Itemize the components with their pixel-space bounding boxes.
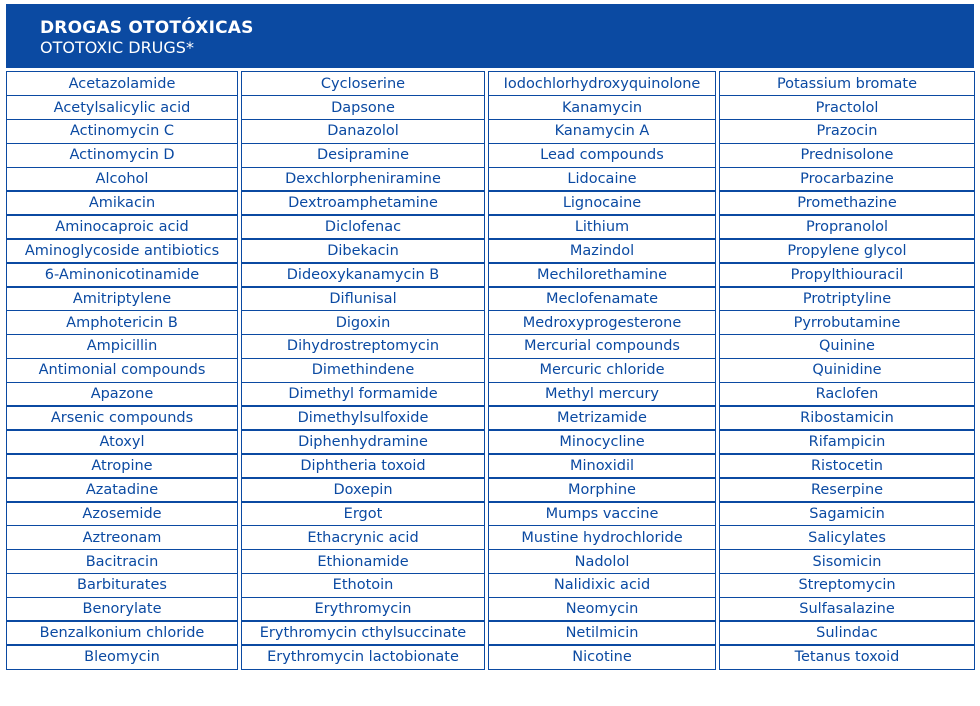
- drug-cell: Ethacrynic acid: [241, 525, 485, 550]
- drug-cell: Neomycin: [488, 597, 716, 622]
- drug-cell: Amikacin: [6, 190, 238, 215]
- drug-cell: Benorylate: [6, 597, 238, 622]
- drug-cell: Morphine: [488, 477, 716, 502]
- drug-column-1: [6, 71, 238, 670]
- drug-cell: Practolol: [719, 95, 975, 120]
- drug-cell: Erythromycin lactobionate: [241, 644, 485, 669]
- drug-cell: Erythromycin: [241, 597, 485, 622]
- drug-cell: Kanamycin: [488, 95, 716, 120]
- drug-cell: Prednisolone: [719, 143, 975, 168]
- drug-cell: Dihydrostreptomycin: [241, 334, 485, 359]
- drug-cell: Atoxyl: [6, 429, 238, 454]
- drug-cell: Barbiturates: [6, 573, 238, 598]
- drug-cell: Procarbazine: [719, 167, 975, 192]
- drug-cell: Actinomycin D: [6, 143, 238, 168]
- drug-cell: Protriptyline: [719, 286, 975, 311]
- drug-cell: Digoxin: [241, 310, 485, 335]
- drug-cell: Nicotine: [488, 644, 716, 669]
- drug-cell: Amphotericin B: [6, 310, 238, 335]
- drug-cell: Bleomycin: [6, 644, 238, 669]
- drug-cell: Aminoglycoside antibiotics: [6, 238, 238, 263]
- drug-cell: Mumps vaccine: [488, 501, 716, 526]
- drug-cell: Alcohol: [6, 167, 238, 192]
- drug-cell: Netilmicin: [488, 620, 716, 645]
- drug-cell: Promethazine: [719, 190, 975, 215]
- drug-cell: Cycloserine: [241, 71, 485, 96]
- drug-table: [6, 4, 974, 706]
- header-title: DROGAS OTOTÓXICAS: [40, 18, 254, 38]
- drug-cell: Prazocin: [719, 119, 975, 144]
- drug-cell: Amitriptylene: [6, 286, 238, 311]
- drug-cell: Mazindol: [488, 238, 716, 263]
- header-subtitle: OTOTOXIC DRUGS*: [40, 38, 194, 57]
- drug-cell: Apazone: [6, 382, 238, 407]
- drug-cell: Mercuric chloride: [488, 358, 716, 383]
- drug-cell: Tetanus toxoid: [719, 644, 975, 669]
- drug-cell: Minoxidil: [488, 453, 716, 478]
- drug-cell: Quinidine: [719, 358, 975, 383]
- drug-cell: Ristocetin: [719, 453, 975, 478]
- drug-cell: Dextroamphetamine: [241, 190, 485, 215]
- drug-cell: Diphenhydramine: [241, 429, 485, 454]
- drug-cell: Arsenic compounds: [6, 405, 238, 430]
- drug-cell: Dapsone: [241, 95, 485, 120]
- drug-cell: Aztreonam: [6, 525, 238, 550]
- drug-cell: Lignocaine: [488, 190, 716, 215]
- drug-cell: Danazolol: [241, 119, 485, 144]
- drug-cell: Ethionamide: [241, 549, 485, 574]
- drug-cell: Aminocaproic acid: [6, 214, 238, 239]
- drug-cell: Diflunisal: [241, 286, 485, 311]
- drug-cell: Nadolol: [488, 549, 716, 574]
- drug-cell: Nalidixic acid: [488, 573, 716, 598]
- drug-cell: Diclofenac: [241, 214, 485, 239]
- drug-column-3: [488, 71, 716, 670]
- drug-cell: Actinomycin C: [6, 119, 238, 144]
- drug-cell: Doxepin: [241, 477, 485, 502]
- table-header: [6, 4, 974, 68]
- drug-cell: Dimethindene: [241, 358, 485, 383]
- drug-cell: Propylene glycol: [719, 238, 975, 263]
- drug-cell: Mustine hydrochloride: [488, 525, 716, 550]
- drug-cell: Ethotoin: [241, 573, 485, 598]
- drug-cell: Streptomycin: [719, 573, 975, 598]
- drug-cell: Erythromycin cthylsuccinate: [241, 620, 485, 645]
- drug-cell: Ergot: [241, 501, 485, 526]
- drug-cell: Desipramine: [241, 143, 485, 168]
- drug-cell: Pyrrobutamine: [719, 310, 975, 335]
- drug-cell: Kanamycin A: [488, 119, 716, 144]
- drug-cell: Propranolol: [719, 214, 975, 239]
- drug-cell: Medroxyprogesterone: [488, 310, 716, 335]
- drug-cell: Raclofen: [719, 382, 975, 407]
- drug-cell: Dimethylsulfoxide: [241, 405, 485, 430]
- drug-cell: Azatadine: [6, 477, 238, 502]
- drug-cell: Reserpine: [719, 477, 975, 502]
- drug-cell: Lead compounds: [488, 143, 716, 168]
- drug-cell: Rifampicin: [719, 429, 975, 454]
- drug-cell: Benzalkonium chloride: [6, 620, 238, 645]
- drug-cell: Quinine: [719, 334, 975, 359]
- drug-cell: Dexchlorpheniramine: [241, 167, 485, 192]
- drug-column-2: [241, 71, 485, 670]
- drug-cell: Mercurial compounds: [488, 334, 716, 359]
- drug-cell: Diphtheria toxoid: [241, 453, 485, 478]
- drug-cell: Lithium: [488, 214, 716, 239]
- drug-cell: Atropine: [6, 453, 238, 478]
- drug-cell: Metrizamide: [488, 405, 716, 430]
- drug-cell: Iodochlorhydroxyquinolone: [488, 71, 716, 96]
- drug-cell: Dideoxykanamycin B: [241, 262, 485, 287]
- drug-cell: Acetylsalicylic acid: [6, 95, 238, 120]
- drug-cell: Acetazolamide: [6, 71, 238, 96]
- drug-cell: 6-Aminonicotinamide: [6, 262, 238, 287]
- drug-cell: Ampicillin: [6, 334, 238, 359]
- drug-cell: Dimethyl formamide: [241, 382, 485, 407]
- drug-cell: Ribostamicin: [719, 405, 975, 430]
- drug-grid: [6, 71, 974, 670]
- drug-cell: Sagamicin: [719, 501, 975, 526]
- drug-cell: Azosemide: [6, 501, 238, 526]
- drug-cell: Sisomicin: [719, 549, 975, 574]
- drug-cell: Antimonial compounds: [6, 358, 238, 383]
- drug-cell: Methyl mercury: [488, 382, 716, 407]
- drug-cell: Mechilorethamine: [488, 262, 716, 287]
- drug-cell: Sulfasalazine: [719, 597, 975, 622]
- drug-cell: Potassium bromate: [719, 71, 975, 96]
- drug-cell: Salicylates: [719, 525, 975, 550]
- drug-cell: Minocycline: [488, 429, 716, 454]
- drug-column-4: [719, 71, 975, 670]
- drug-cell: Sulindac: [719, 620, 975, 645]
- drug-cell: Meclofenamate: [488, 286, 716, 311]
- drug-cell: Bacitracin: [6, 549, 238, 574]
- drug-cell: Propylthiouracil: [719, 262, 975, 287]
- drug-cell: Lidocaine: [488, 167, 716, 192]
- drug-cell: Dibekacin: [241, 238, 485, 263]
